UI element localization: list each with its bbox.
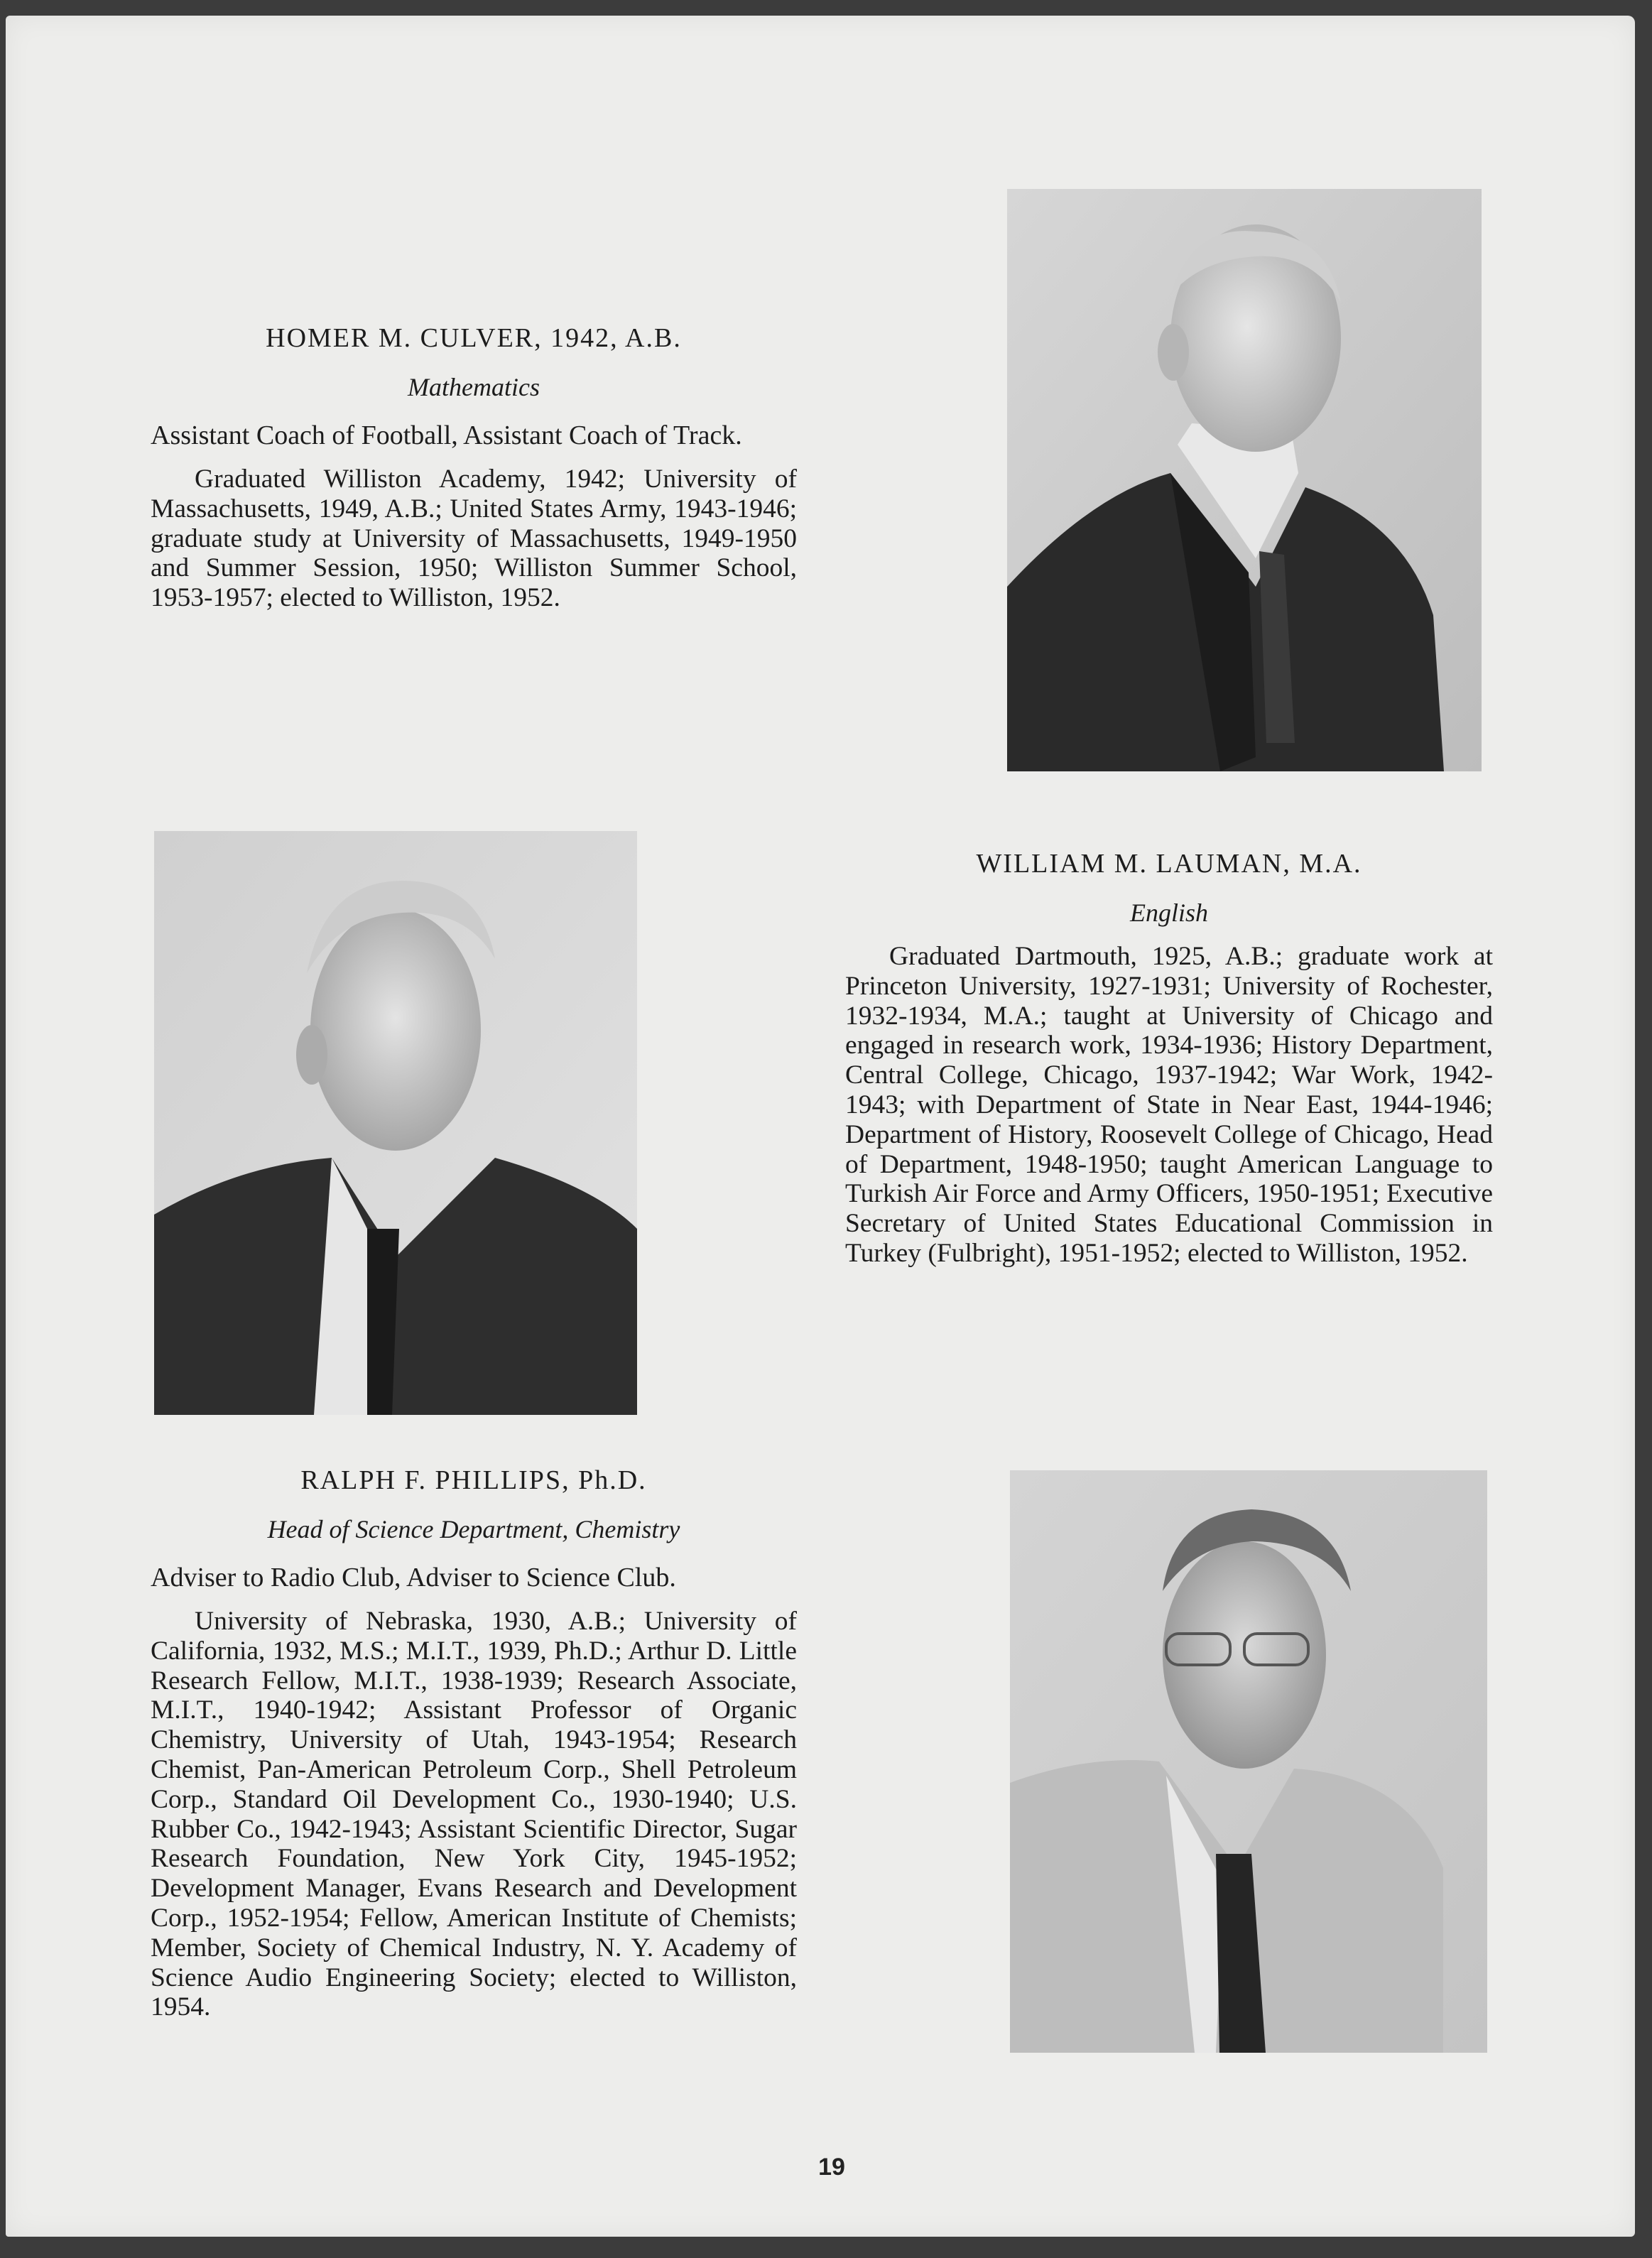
bio-lauman xyxy=(845,847,1493,1269)
yearbook-page xyxy=(6,16,1635,2237)
bio-culver xyxy=(151,321,797,613)
page-number: 19 xyxy=(818,2154,845,2181)
bio-phillips xyxy=(151,1463,797,2022)
bio-roles: Assistant Coach of Football, Assistant Coach of Track. xyxy=(151,420,742,450)
bio-text: Graduated Williston Academy, 1942; University of Massachusetts, 1949, A.B.; United States Army, 1943-1946; graduate study at University of Massachusetts, 1949-1950 and Summer Session, 1950; Williston Summer School, 1953-1957; elected to Williston, 1952. xyxy=(151,465,797,613)
portrait-photo-lauman xyxy=(154,831,637,1415)
bio-roles: Adviser to Radio Club, Adviser to Science Club. xyxy=(151,1563,676,1592)
portrait-photo-phillips xyxy=(1010,1470,1487,2053)
bio-name: RALPH F. PHILLIPS, Ph.D. xyxy=(300,1465,647,1495)
bio-text: University of Nebraska, 1930, A.B.; University of California, 1932, M.S.; M.I.T., 1939, Ph.D.; Arthur D. Little Research Fellow, M.I.T., 1938-1939; Research Associate, M.I.T., 1940-1942; Assistant Professor of Organic Chemistry, University of Utah, 1943-1954; Research Chemist, Pan-American Petroleum Corp., Shell Petroleum Corp., Standard Oil Development Co., 1930-1940; U.S. Rubber Co., 1942-1943; Assistant Scientific Director, Sugar Research Foundation, New York City, 1945-1952; Development Manager, Evans Research and Development Corp., 1952-1954; Fellow, American Institute of Chemists; Member, Society of Chemical Industry, N. Y. Academy of Science Audio Engineering Society; elected to Williston, 1954. xyxy=(151,1607,797,2022)
portrait-photo-culver xyxy=(1007,189,1482,771)
bio-subject: Mathematics xyxy=(408,373,540,401)
bio-subject: English xyxy=(1129,899,1208,927)
bio-name: HOMER M. CULVER, 1942, A.B. xyxy=(266,323,682,353)
bio-name: WILLIAM M. LAUMAN, M.A. xyxy=(976,849,1362,879)
bio-subject: Head of Science Department, Chemistry xyxy=(267,1515,680,1543)
bio-text: Graduated Dartmouth, 1925, A.B.; graduate work at Princeton University, 1927-1931; University of Rochester, 1932-1934, M.A.; taught at University of Chicago and engaged in research work, 1934-1936; History Department, Central College, Chicago, 1937-1942; War Work, 1942-1943; with Department of State in Near East, 1944-1946; Department of History, Roosevelt College of Chicago, Head of Department, 1948-1950; taught American Language to Turkish Air Force and Army Officers, 1950-1951; Executive Secretary of United States Educational Commission in Turkey (Fulbright), 1951-1952; elected to Williston, 1952. xyxy=(845,942,1493,1268)
